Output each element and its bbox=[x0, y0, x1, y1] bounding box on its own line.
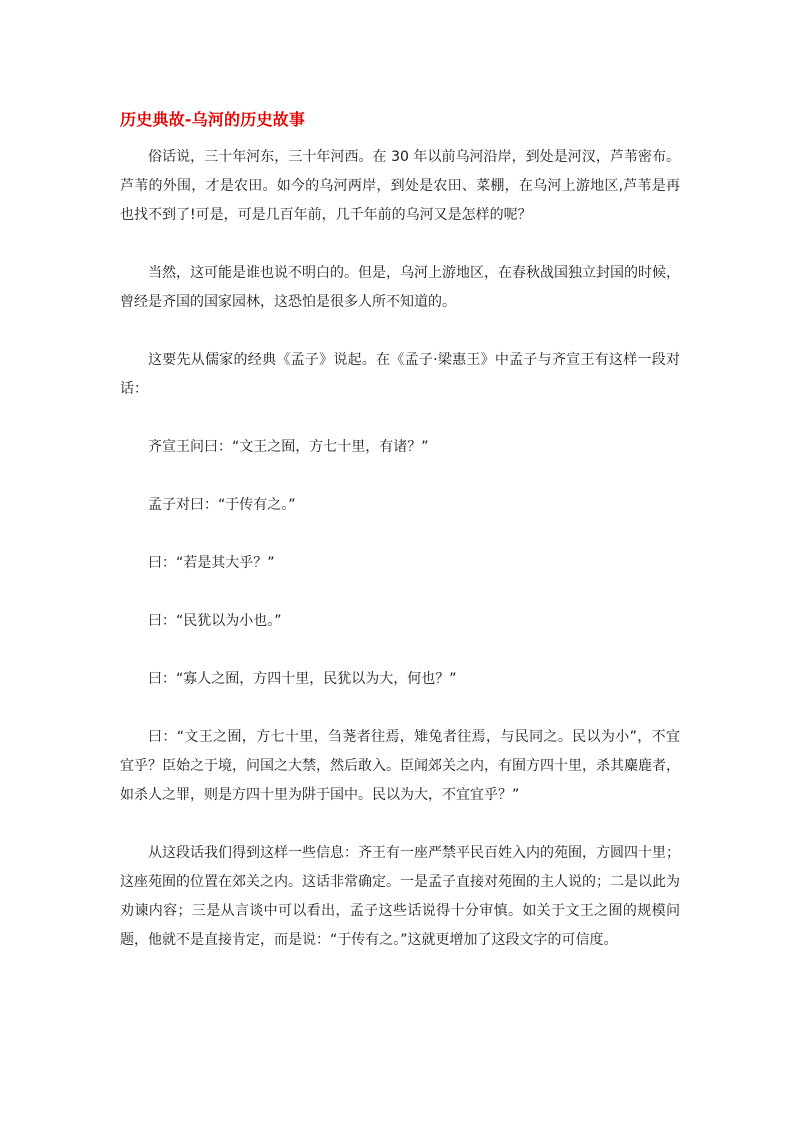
document-title: 历史典故-乌河的历史故事 bbox=[120, 110, 306, 129]
paragraph: 曰：“文王之囿，方七十里，刍荛者往焉，雉兔者往焉，与民同之。民以为小”，不宜宜乎？臣始之于境，问国之大禁，然后敢入。臣闻郊关之内，有囿方四十里，杀其麋鹿者，如杀人之罪，则是方四十里为阱于国中。民以为大，不宜宜乎？” bbox=[120, 729, 680, 803]
paragraph: 俗话说，三十年河东，三十年河西。在 30 年以前乌河沿岸，到处是河汊，芦苇密布。芦苇的外围，才是农田。如今的乌河两岸，到处是农田、菜棚，在乌河上游地区,芦苇是再也找不到了!可是，可是几百年前，几千年前的乌河又是怎样的呢？ bbox=[120, 149, 680, 223]
paragraph-spacer bbox=[120, 578, 680, 607]
document-body bbox=[120, 143, 680, 955]
dialogue-line: 齐宣王问曰：“文王之囿，方七十里，有诸？” bbox=[148, 439, 429, 455]
dialogue-line: 曰：“若是其大乎？” bbox=[148, 555, 275, 571]
paragraph-spacer bbox=[120, 636, 680, 665]
dialogue-line: 曰：“民犹以为小也。” bbox=[148, 613, 282, 629]
paragraph-spacer bbox=[120, 694, 680, 723]
paragraph-spacer bbox=[120, 810, 680, 839]
paragraph-spacer bbox=[120, 317, 680, 346]
paragraph: 这要先从儒家的经典《孟子》说起。在《孟子·梁惠王》中孟子与齐宣王有这样一段对话： bbox=[120, 352, 680, 397]
paragraph-spacer bbox=[120, 520, 680, 549]
paragraph-spacer bbox=[120, 462, 680, 491]
paragraph: 当然，这可能是谁也说不明白的。但是，乌河上游地区，在春秋战国独立封国的时候，曾经是齐国的国家园林，这恐怕是很多人所不知道的。 bbox=[120, 265, 680, 310]
paragraph-spacer bbox=[120, 404, 680, 433]
dialogue-line: 曰：“寡人之囿，方四十里，民犹以为大，何也？” bbox=[148, 671, 457, 687]
dialogue-line: 孟子对曰：“于传有之。” bbox=[148, 497, 296, 513]
paragraph: 从这段话我们得到这样一些信息：齐王有一座严禁平民百姓入内的苑囿，方圆四十里；这座苑囿的位置在郊关之内。这话非常确定。一是孟子直接对苑囿的主人说的；二是以此为劝谏内容；三是从言谈中可以看出，孟子这些话说得十分审慎。如关于文王之囿的规模问题，他就不是直接肯定，而是说：“于传有之。”这就更增加了这段文字的可信度。 bbox=[120, 845, 680, 948]
paragraph-spacer bbox=[120, 230, 680, 259]
